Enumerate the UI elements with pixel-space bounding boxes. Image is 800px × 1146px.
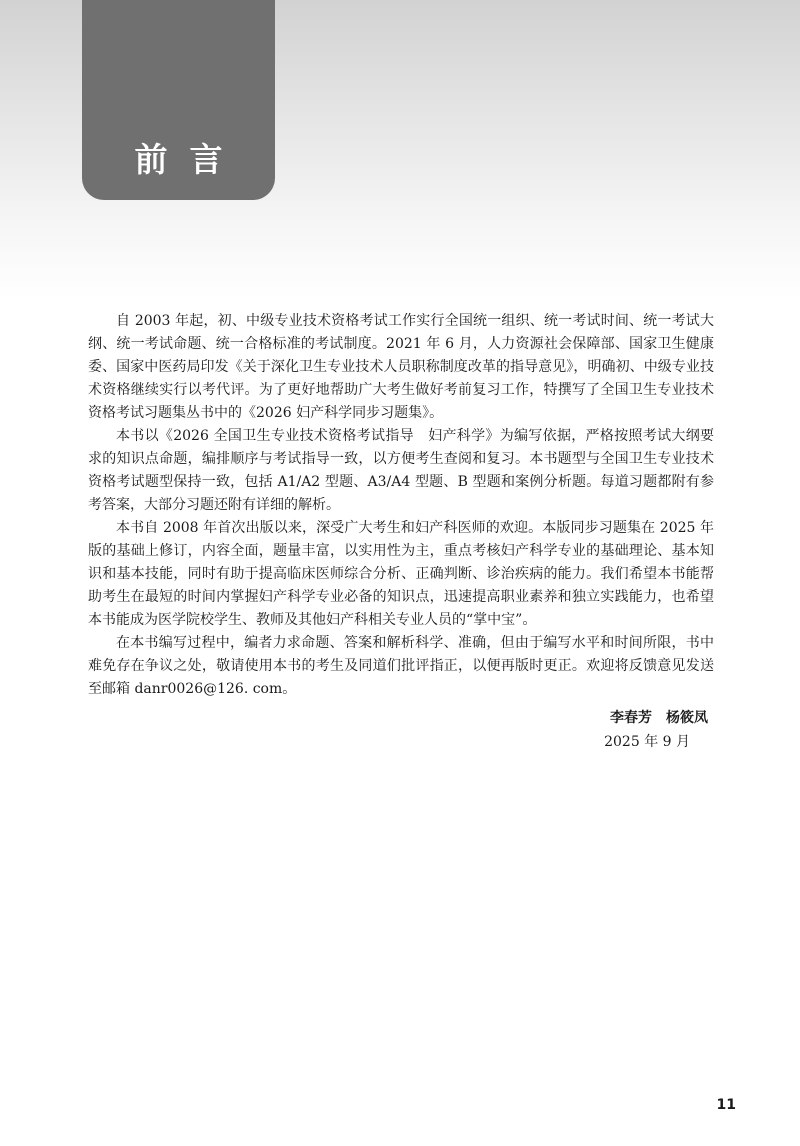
title-tab [82,0,275,200]
page-number: 11 [716,1097,736,1113]
paragraph: 在本书编写过程中，编者力求命题、答案和解析科学、准确，但由于编写水平和时间所限，书中难免存在争议之处，敬请使用本书的考生及同道们批评指正，以便再版时更正。欢迎将反馈意见发送至邮箱 danr0026@126. com。 [88,635,714,697]
preface-body [88,310,714,701]
page-title: 前言 [134,140,245,179]
paragraph: 本书以《2026 全国卫生专业技术资格考试指导 妇产科学》为编写依据，严格按照考试大纲要求的知识点命题，编排顺序与考试指导一致，以方便考生查阅和复习。本书题型与全国卫生专业技术资格考试题型保持一致，包括 A1/A2 型题、A3/A4 型题、B 型题和案例分析题。每道习题都附有参考答案，大部分习题还附有详细的解析。 [88,428,714,513]
author-names: 李春芳 杨筱凤 [610,710,708,726]
paragraph: 自 2003 年起，初、中级专业技术资格考试工作实行全国统一组织、统一考试时间、统一考试大纲、统一考试命题、统一合格标准的考试制度。2021 年 6 月，人力资源社会保障部、国家卫生健康委、国家中医药局印发《关于深化卫生专业技术人员职称制度改革的指导意见》，明确初、中级专业技术资格继续实行以考代评。为了更好地帮助广大考生做好考前复习工作，特撰写了全国卫生专业技术资格考试习题集丛书中的《2026 妇产科学同步习题集》。 [88,313,714,421]
paragraph: 本书自 2008 年首次出版以来，深受广大考生和妇产科医师的欢迎。本版同步习题集在 2025 年版的基础上修订，内容全面，题量丰富，以实用性为主，重点考核妇产科学专业的基础理论、基本知识和基本技能，同时有助于提高临床医师综合分析、正确判断、诊治疾病的能力。我们希望本书能帮助考生在最短的时间内掌握妇产科学专业必备的知识点，迅速提高职业素养和独立实践能力，也希望本书能成为医学院校学生、教师及其他妇产科相关专业人员的“掌中宝”。 [88,520,714,628]
signature-date: 2025 年 9 月 [604,734,690,750]
